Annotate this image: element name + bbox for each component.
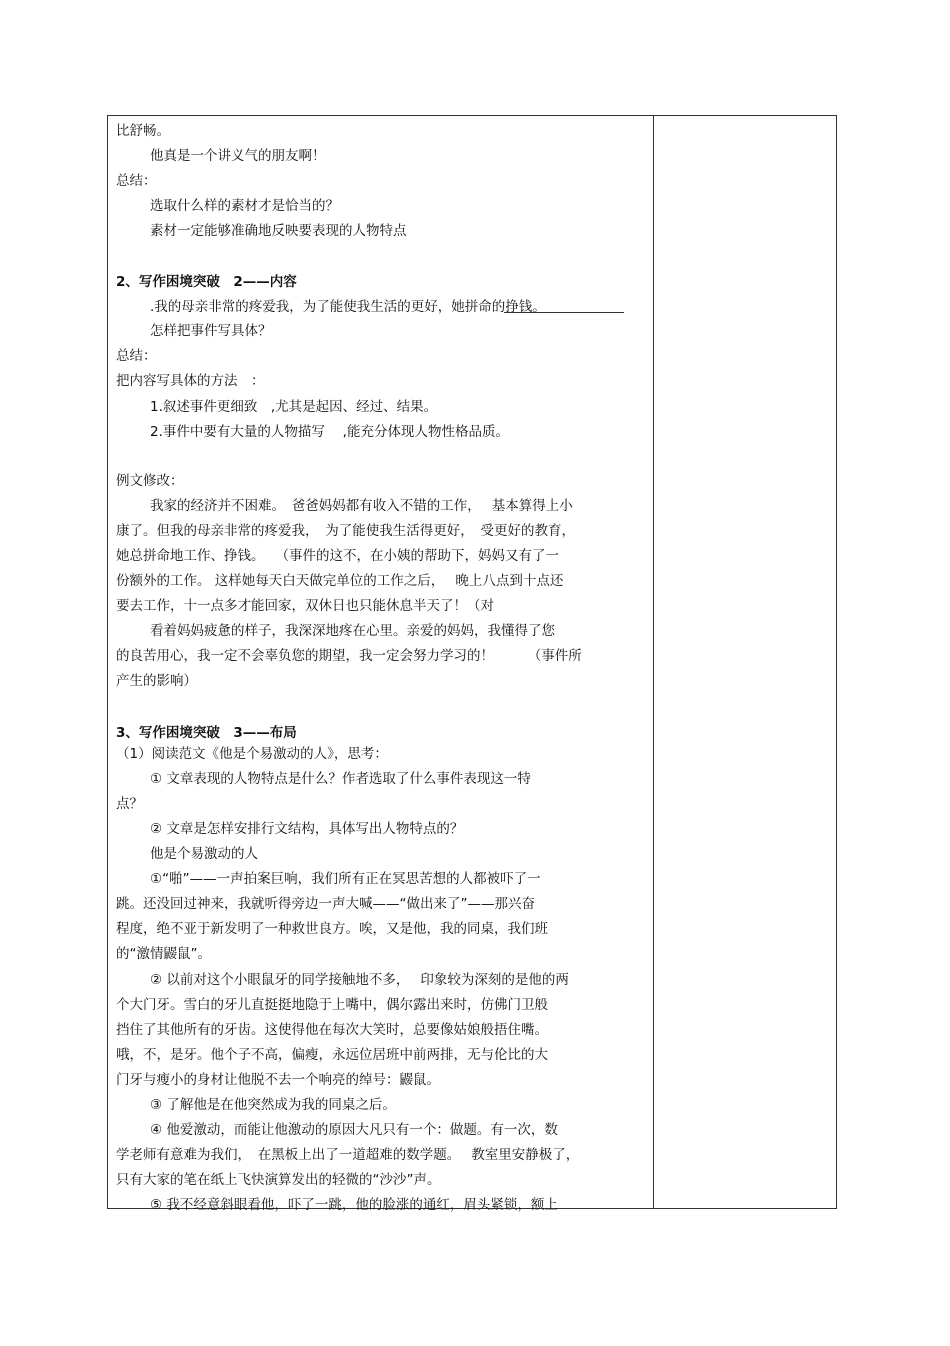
text-line: 只有大家的笔在纸上飞快演算发出的轻微的“沙沙”声。 (116, 1172, 441, 1188)
text-line: 点？ (116, 796, 143, 812)
text-line: 的良苦用心，我一定不会辜负您的期望，我一定会努力学习的！ （事件所 (116, 648, 582, 664)
text-line: 康了。但我的母亲非常的疼爱我， 为了能使我生活得更好， 受更好的教育， (116, 523, 575, 539)
text-line: 1.叙述事件更细致 ,尤其是起因、经过、结果。 (150, 399, 438, 415)
essay-title: 他是个易激动的人 (150, 846, 258, 862)
text-line: 门牙与瘦小的身材让他脱不去一个响亮的绰号：鼹鼠。 (116, 1072, 440, 1088)
text-line: 怎样把事件写具体？ (150, 323, 272, 339)
text-line: ① 文章表现的人物特点是什么？作者选取了什么事件表现这一特 (150, 771, 531, 787)
text-line: 产生的影响） (116, 673, 197, 689)
section-title: 3、写作困境突破 3——布局 (116, 725, 297, 741)
column-divider (653, 116, 654, 1208)
text-line: .我的母亲非常的疼爱我，为了能使我生活的更好，她拼命的挣钱。 (150, 299, 546, 315)
text-line: 的“激情鼹鼠”。 (116, 946, 211, 962)
text-line: 我家的经济并不困难。 爸爸妈妈都有收入不错的工作， 基本算得上小 (150, 498, 573, 514)
text-line: 哦，不，是牙。他个子不高，偏瘦，永远位居班中前两排，无与伦比的大 (116, 1047, 548, 1063)
text-line: 她总拼命地工作、挣钱。 （事件的这不，在小姨的帮助下，妈妈又有了一 (116, 548, 560, 564)
text-line: 比舒畅。 (116, 123, 170, 139)
section-title: 2、写作困境突破 2——内容 (116, 274, 297, 290)
text-line: 选取什么样的素材才是恰当的？ (150, 198, 339, 214)
text-line: 个大门牙。雪白的牙儿直挺挺地隐于上嘴中，偶尔露出来时，仿佛门卫般 (116, 997, 548, 1013)
text-line: 2.事件中要有大量的人物描写 ,能充分体现人物性格品质。 (150, 424, 509, 440)
section-heading: 总结： (116, 348, 157, 364)
text-line: 学老师有意难为我们， 在黑板上出了一道超难的数学题。 教室里安静极了， (116, 1147, 580, 1163)
section-heading: 例文修改： (116, 473, 184, 489)
text-line: 要去工作，十一点多才能回家，双休日也只能休息半天了！（对 (116, 598, 494, 614)
text-line: 跳。还没回过神来，我就听得旁边一声大喊——“做出来了”——那兴奋 (116, 896, 535, 912)
text-line: ③ 了解他是在他突然成为我的同桌之后。 (150, 1097, 396, 1113)
text-line: 挡住了其他所有的牙齿。这使得他在每次大笑时，总要像姑娘般捂住嘴。 (116, 1022, 548, 1038)
text-line: ④ 他爱激动，而能让他激动的原因大凡只有一个：做题。有一次，数 (150, 1122, 558, 1138)
text-line: ①“啪”——一声拍案巨响，我们所有正在冥思苦想的人都被吓了一 (150, 871, 541, 887)
text-line: ② 以前对这个小眼鼠牙的同学接触地不多， 印象较为深刻的是他的两 (150, 972, 569, 988)
text-line: 他真是一个讲义气的朋友啊！ (150, 148, 326, 164)
section-heading: 总结： (116, 173, 157, 189)
text-line: ⑤ 我不经意斜眼看他，吓了一跳，他的脸涨的通红，眉头紧锁，额上 (150, 1197, 558, 1213)
text-line: 把内容写具体的方法 ： (116, 373, 265, 389)
underline-mark (504, 312, 624, 313)
text-line: 份额外的工作。 这样她每天白天做完单位的工作之后， 晚上八点到十点还 (116, 573, 564, 589)
text-line: 素材一定能够准确地反映要表现的人物特点 (150, 223, 407, 239)
text-line: 看着妈妈疲惫的样子，我深深地疼在心里。亲爱的妈妈，我懂得了您 (150, 623, 555, 639)
lesson-table (107, 115, 837, 1213)
text-line: ② 文章是怎样安排行文结构，具体写出人物特点的？ (150, 821, 464, 837)
text-line: （1）阅读范文《他是个易激动的人》，思考： (116, 746, 388, 762)
text-line: 程度，绝不亚于新发明了一种救世良方。唉，又是他，我的同桌，我们班 (116, 921, 548, 937)
